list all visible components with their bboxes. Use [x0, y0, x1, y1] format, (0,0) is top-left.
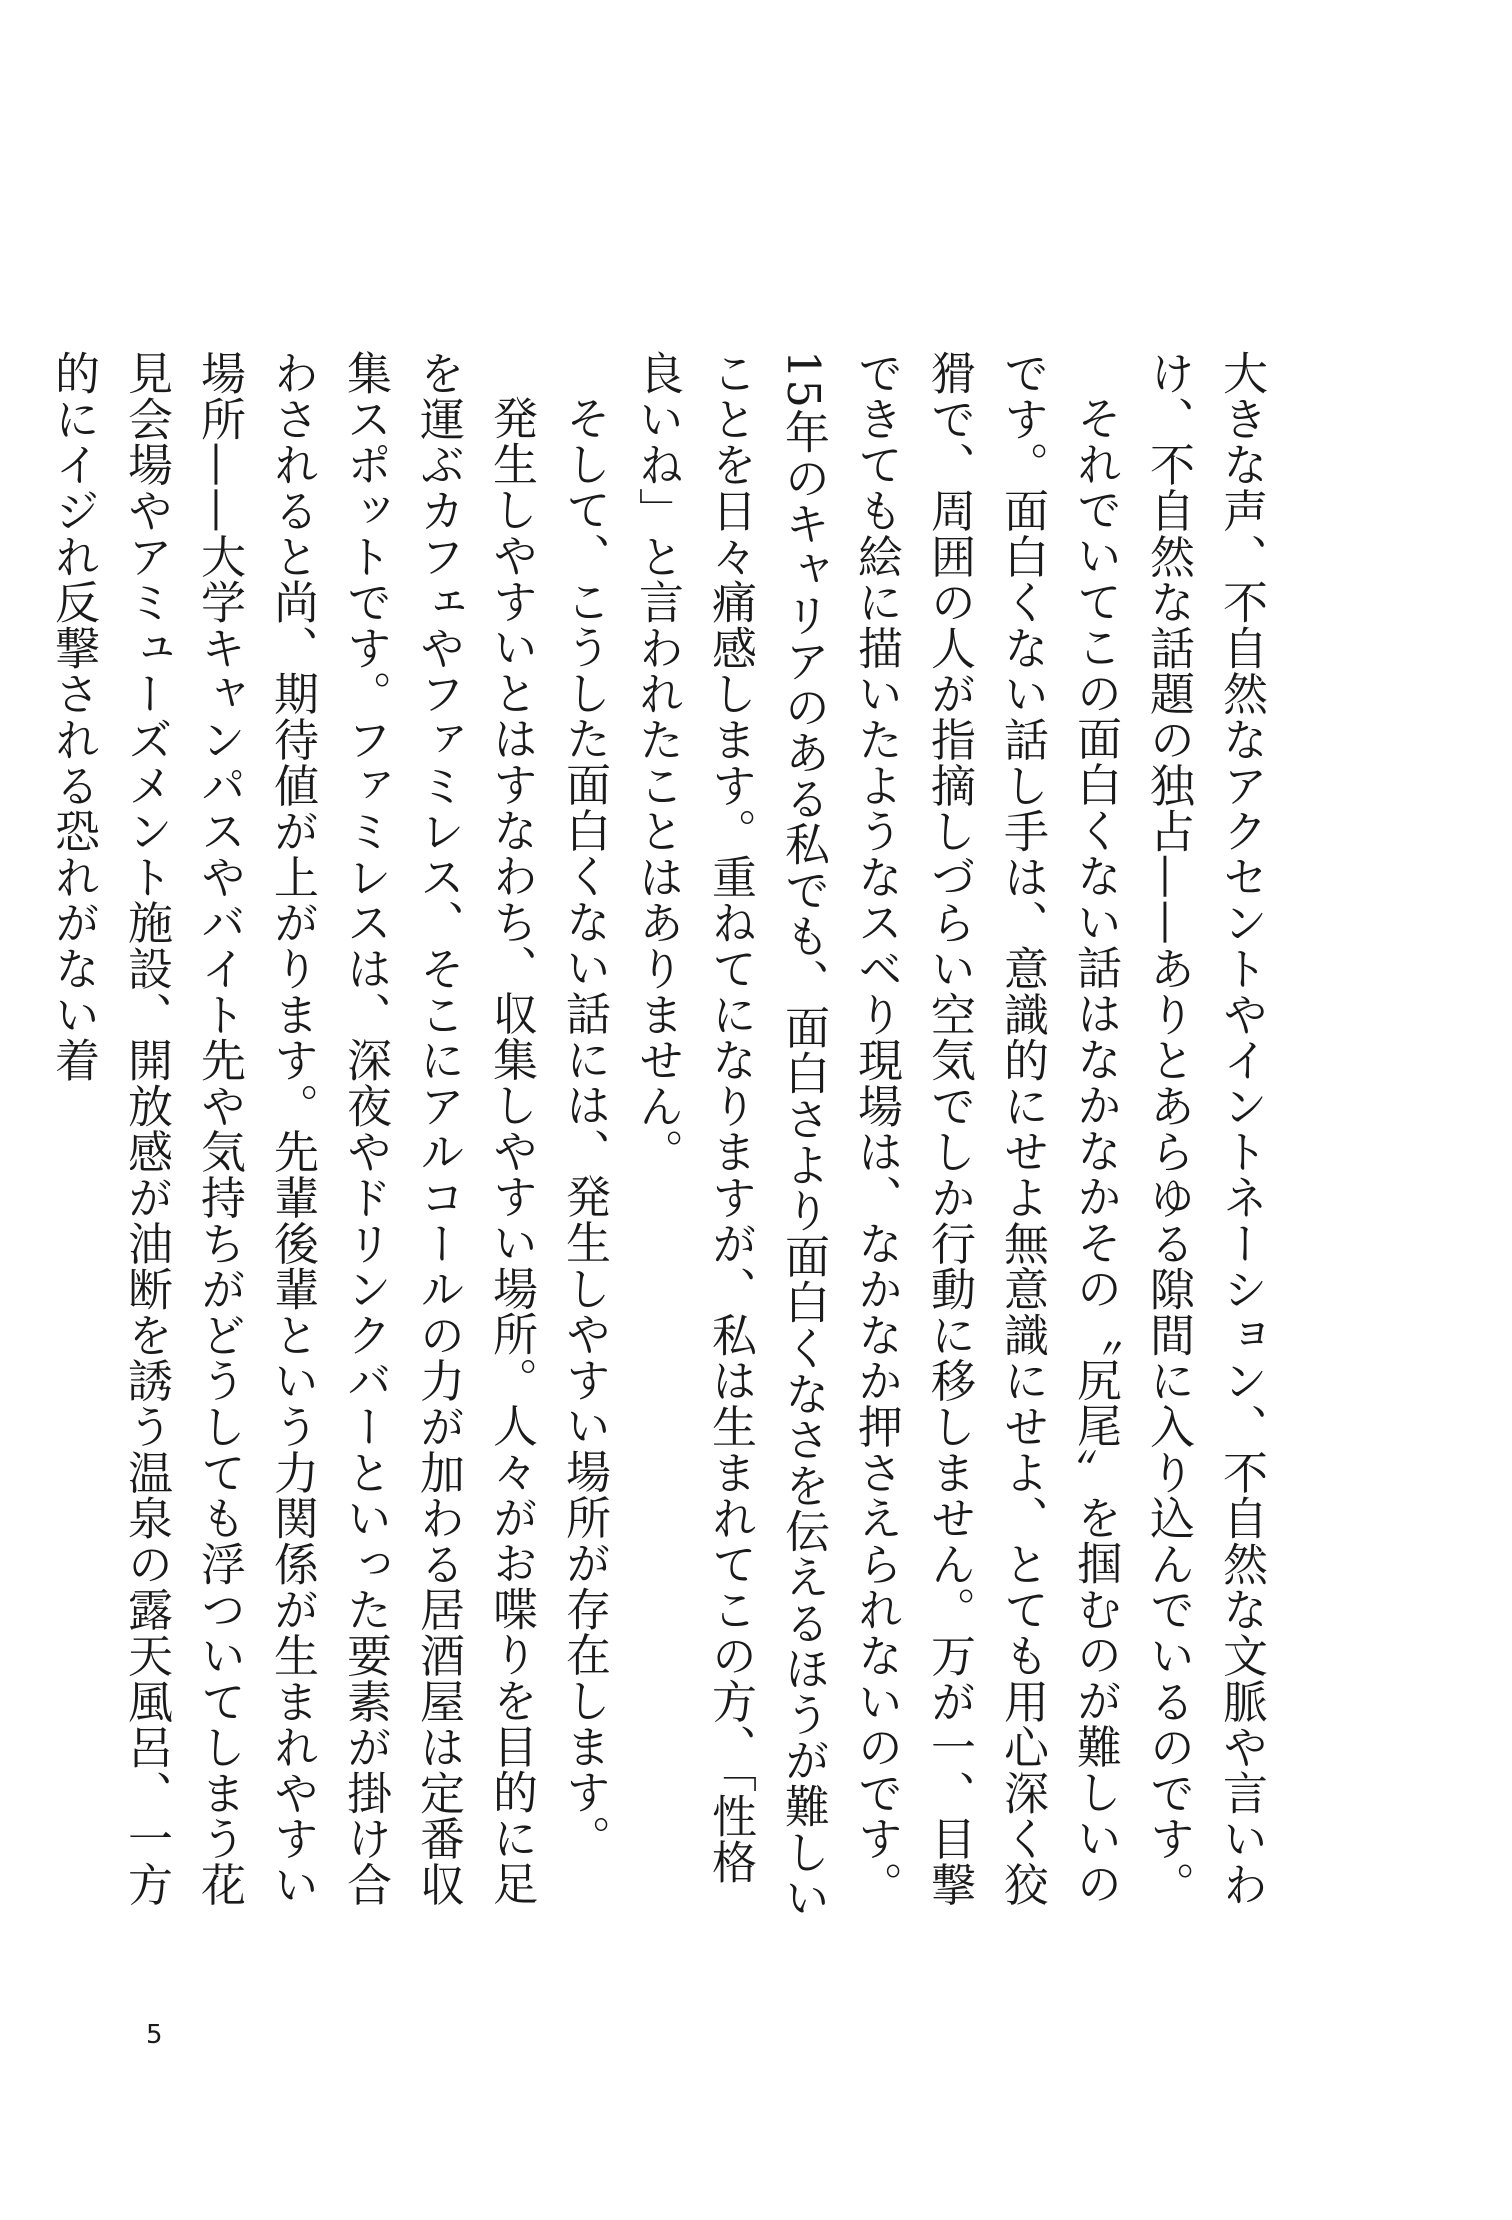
vertical-text-body	[47, 350, 1278, 1930]
page-number: 5	[146, 2020, 163, 2050]
paragraph-3: そして、こうした面白くない話には、発生しやすい場所が存在します。	[558, 395, 611, 1861]
paragraph-1: 大きな声、不自然なアクセントやイントネーション、不自然な文脈や言いわけ、不自然な話題の独占——ありとあらゆる隙間に入り込んでいるのです。	[1142, 350, 1268, 1908]
paragraph-4: 発生しやすいとはすなわち、収集しやすい場所。人々がお喋りを目的に足を運ぶカフェやファミレス、そこにアルコールの力が加わる居酒屋は定番収集スポットです。ファミレスは、深夜やドリンクバーといった要素が掛け合わされると尚、期待値が上がります。先輩後輩という力関係が生まれやすい場所——大学キャンパスやバイト先や気持ちがどうしても浮ついてしまう花見会場やアミューズメント施設、開放感が油断を誘う温泉の露天風呂、一方的にイジれ反撃される恐れがない着	[47, 350, 538, 1908]
paragraph-2: それでいてこの面白くない話はなかなかその〝尻尾〟を掴むのが難しいのです。面白くない話し手は、意識的にせよ無意識にせよ、とても用心深く狡猾で、周囲の人が指摘しづらい空気でしか行動に移しません。万が一、目撃できても絵に描いたようなスベり現場は、なかなか押さえられないのです。15年のキャリアのある私でも、面白さより面白くなさを伝えるほうが難しいことを日々痛感します。重ねてになりますが、私は生まれてこの方、「性格良いね」と言われたことはありません。	[631, 350, 1122, 1921]
